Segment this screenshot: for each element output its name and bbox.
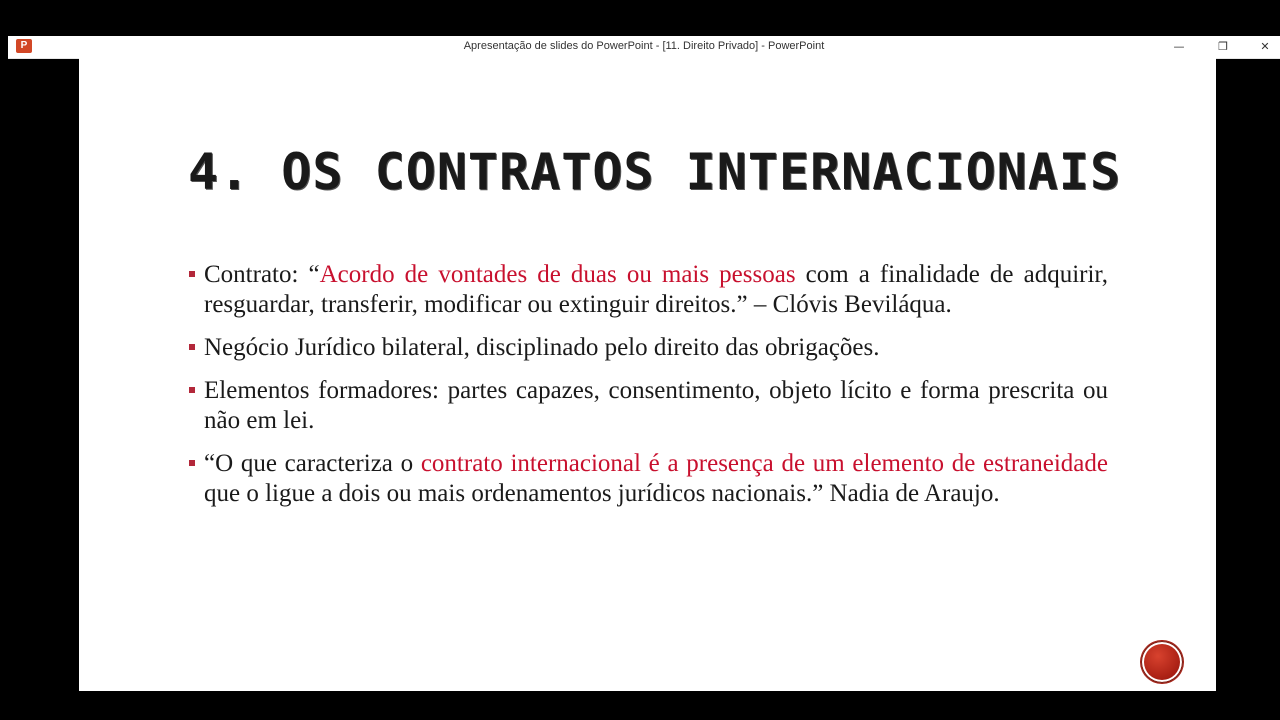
slide-nav-button[interactable] xyxy=(1141,641,1183,683)
bullet-text: Negócio Jurídico bilateral, disciplinado pelo direito das obrigações. xyxy=(204,334,880,361)
bullet-item-elementos xyxy=(188,376,1108,436)
minimize-button[interactable]: — xyxy=(1173,40,1185,53)
bullet-text: “O que caracteriza o xyxy=(204,450,421,477)
bullet-text: Contrato: “ xyxy=(204,261,320,288)
slide-canvas[interactable] xyxy=(79,58,1216,691)
bullet-item-definition xyxy=(188,260,1108,320)
bullet-marker-icon xyxy=(189,271,195,277)
bullet-marker-icon xyxy=(189,460,195,466)
highlighted-text: Acordo de vontades de duas ou mais pessoas xyxy=(319,261,796,288)
slide-title: 4. OS CONTRATOS INTERNACIONAIS xyxy=(188,143,1122,201)
window-title: Apresentação de slides do PowerPoint - [11. Direito Privado] - PowerPoint xyxy=(463,40,825,52)
bullet-list xyxy=(188,260,1108,522)
close-button[interactable]: ✕ xyxy=(1260,40,1270,53)
bullet-item-quote xyxy=(188,449,1108,509)
bullet-item-negocio xyxy=(188,333,1108,363)
restore-button[interactable]: ❐ xyxy=(1218,40,1228,53)
highlighted-text: contrato internacional é a presença de um elemento de estraneidade xyxy=(420,450,1108,477)
bullet-text: com a finalidade de adquirir, resguardar, transferir, modificar ou extinguir direitos.” – Clóvis Beviláqua. xyxy=(204,261,1108,318)
bullet-marker-icon xyxy=(189,344,195,350)
powerpoint-icon[interactable]: P xyxy=(16,39,32,53)
window-titlebar xyxy=(8,36,1280,59)
bullet-text: Elementos formadores: partes capazes, consentimento, objeto lícito e forma prescrita ou não em lei. xyxy=(204,377,1108,434)
bullet-marker-icon xyxy=(189,387,195,393)
bullet-text: que o ligue a dois ou mais ordenamentos jurídicos nacionais.” Nadia de Araujo. xyxy=(204,480,1000,507)
